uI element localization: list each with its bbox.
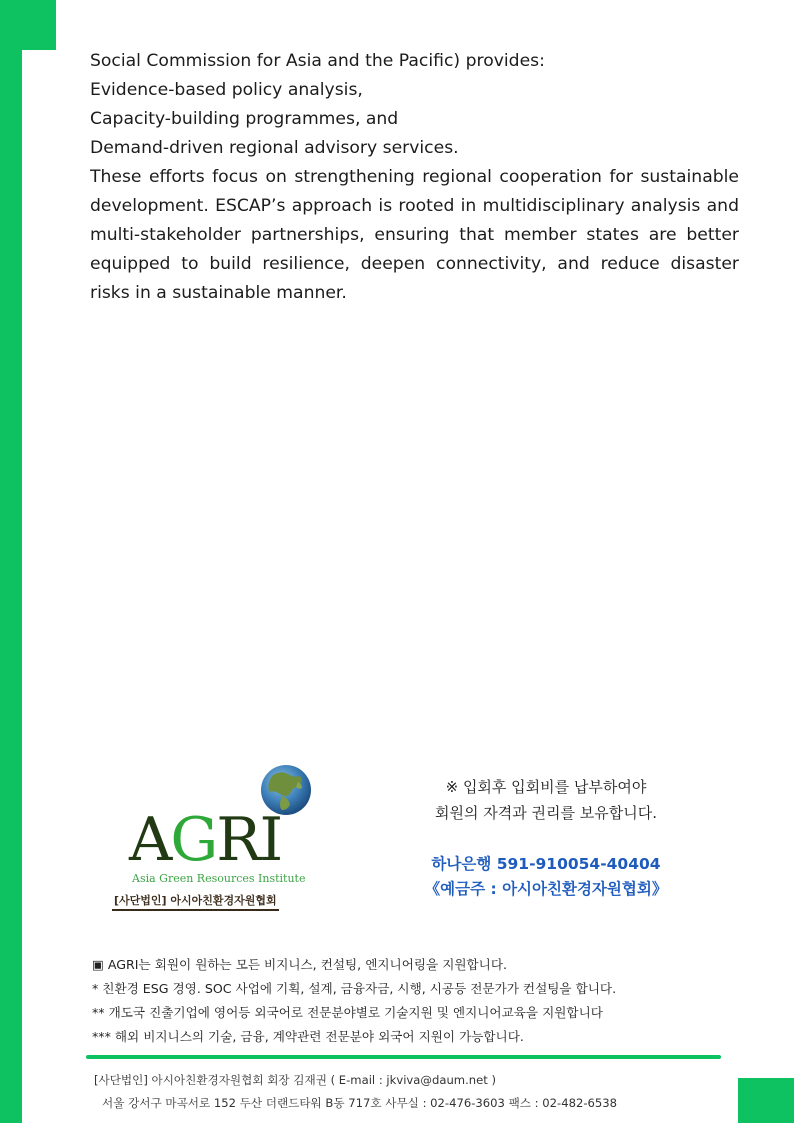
footer-contact: [사단법인] 아시아친환경자원협회 회장 김재권 ( E-mail : jkviva@daum.net ) — [94, 1073, 497, 1087]
left-green-bar — [0, 0, 22, 1123]
service-item: ** 개도국 진출기업에 영어등 외국어로 전문분야별로 기술지원 및 엔지니어교육을 지원합니다 — [92, 1005, 603, 1020]
body-line: Capacity-building programmes, and — [90, 109, 399, 129]
agri-logo — [112, 762, 322, 912]
logo-korean-name: [사단법인] 아시아친환경자원협회 — [112, 892, 279, 911]
logo-english-name: Asia Green Resources Institute — [132, 872, 306, 885]
bottom-right-green-block — [738, 1078, 794, 1123]
account-holder: 《예금주 : 아시아친환경자원협회》 — [424, 880, 668, 898]
top-green-block — [0, 0, 56, 50]
bank-info — [398, 852, 694, 902]
footer-address: 서울 강서구 마곡서로 152 두산 더랜드타워 B동 717호 사무실 : 02-476-3603 팩스 : 02-482-6538 — [102, 1096, 618, 1110]
body-line: Social Commission for Asia and the Pacific) provides: — [90, 51, 545, 71]
footer-divider — [86, 1055, 721, 1059]
notice-line: ※ 입회후 입회비를 납부하여야 — [445, 778, 647, 796]
services-list — [92, 953, 616, 1049]
footer — [94, 1069, 617, 1115]
logo-letters-ri: RI — [216, 805, 282, 875]
logo-wordmark — [129, 805, 282, 875]
body-paragraph: These efforts focus on strengthening regional cooperation for sustainable development. ESCAP’s approach is rooted in multidisciplinary analysis and multi-stakeholder partnerships, ensuring that member states are better equipped to build resilience, deepen connectivity, and reduce disaster risks in a sustainable manner. — [90, 167, 739, 303]
body-line: Demand-driven regional advisory services. — [90, 138, 459, 158]
service-item: ▣ AGRI는 회원이 원하는 모든 비지니스, 컨설팅, 엔지니어링을 지원합니다. — [92, 957, 508, 972]
logo-letter-a: A — [129, 805, 171, 875]
body-line: Evidence-based policy analysis, — [90, 80, 363, 100]
service-item: *** 해외 비지니스의 기술, 금융, 계약관련 전문분야 외국어 지원이 가능합니다. — [92, 1029, 524, 1044]
body-text — [90, 47, 739, 308]
logo-letter-g: G — [170, 805, 217, 875]
membership-notice — [398, 774, 694, 826]
service-item: * 친환경 ESG 경영. SOC 사업에 기획, 설계, 금융자금, 시행, 시공등 전문가가 컨설팅을 합니다. — [92, 981, 617, 996]
notice-line: 회원의 자격과 권리를 보유합니다. — [435, 804, 657, 822]
bank-account: 하나은행 591-910054-40404 — [431, 855, 661, 873]
